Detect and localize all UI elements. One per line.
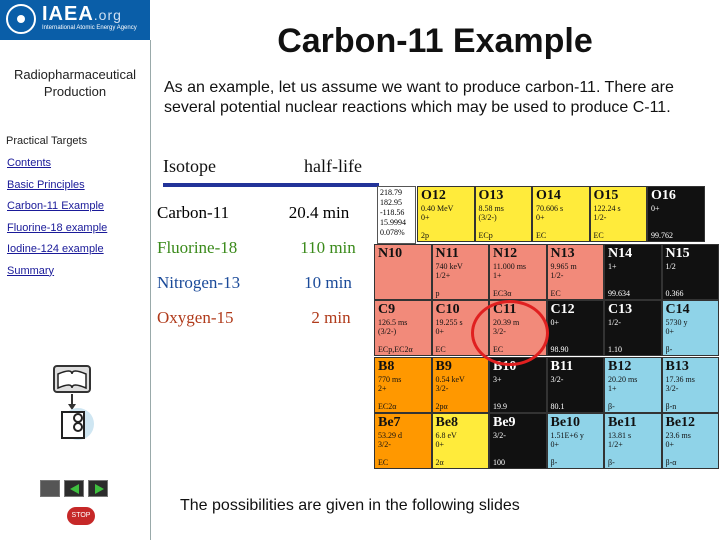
nuclide-symbol: Be8 (435, 415, 459, 430)
footer-text: The possibilities are given in the following slides (180, 497, 520, 514)
nuclide-detail: 740 keV (435, 262, 463, 271)
nuclide-detail: EC (378, 458, 389, 467)
next-slide-button[interactable] (88, 480, 108, 497)
nuclide-detail: 0+ (435, 440, 445, 449)
nuclide-detail: 0+ (665, 440, 675, 449)
nuclide-detail: 1+ (608, 262, 617, 271)
previous-slide-button[interactable] (64, 480, 84, 497)
nuclide-symbol: N15 (665, 246, 690, 261)
nuclide-symbol: O14 (536, 188, 561, 203)
nuclide-detail: 13.81 s (608, 431, 632, 440)
nuclide-detail: EC (593, 231, 604, 240)
nuclide-detail: 1/2+ (608, 440, 623, 449)
nuclide-detail: 99.634 (608, 289, 630, 298)
nuclide-detail: 99.762 (651, 231, 673, 240)
nuclide-cell-o14 (532, 186, 590, 242)
nuclide-symbol: B12 (608, 359, 632, 374)
nuclide-symbol: N11 (435, 246, 459, 261)
nuclide-cell-o12 (417, 186, 475, 242)
nuclide-detail: β- (550, 458, 558, 467)
nuclide-detail: (3/2-) (478, 213, 497, 222)
nuclide-cell-b8 (374, 357, 432, 413)
nuclide-detail: 0.40 MeV (421, 204, 454, 213)
isotope-half-life: 20.4 min (288, 203, 350, 222)
nuclide-symbol: B13 (665, 359, 689, 374)
nuclide-detail: ECp,EC2α (378, 345, 413, 354)
nav-link-fluorine-18[interactable]: Fluorine-18 example (7, 221, 108, 234)
nuclide-symbol: O16 (651, 188, 676, 203)
nuclide-detail: 53.29 d (378, 431, 402, 440)
nuclide-cell-be9 (489, 413, 547, 469)
arrow-right-icon (95, 484, 104, 494)
nuclide-detail: 0.54 keV (435, 375, 465, 384)
slide-navigation (40, 480, 108, 497)
iaea-logo (0, 0, 150, 40)
nuclide-cell-n10 (374, 244, 432, 300)
nuclide-detail: 0.366 (665, 289, 684, 298)
nuclide-symbol: C13 (608, 302, 633, 317)
nuclide-detail: 3/2- (378, 440, 391, 449)
nav-list (7, 156, 107, 285)
isotope-header: Isotope (163, 156, 216, 176)
course-title: Radiopharmaceutical Production (13, 67, 137, 99)
nuclide-symbol: N10 (378, 246, 403, 261)
nuclide-cell-c12 (547, 300, 605, 356)
nuclide-detail: 11.000 ms (493, 262, 527, 271)
oxygen-value-2: 182.95 (380, 198, 402, 207)
nav-link-summary[interactable]: Summary (7, 264, 55, 277)
nuclide-detail: 2+ (378, 384, 387, 393)
nuclide-detail: 20.20 ms (608, 375, 638, 384)
nuclide-cell-n11 (432, 244, 490, 300)
nuclide-detail: 1/2+ (435, 271, 451, 280)
nuclide-detail: (3/2-) (378, 327, 397, 336)
nuclide-detail: 0+ (665, 327, 675, 336)
nuclide-detail: 3/2- (665, 384, 679, 393)
half-life-header: half-life (304, 156, 362, 176)
slide-title: Carbon-11 Example (277, 22, 593, 60)
nuclide-cell-b12 (604, 357, 662, 413)
nuclide-cell-be11 (604, 413, 662, 469)
nuclide-detail: 5730 y (665, 318, 688, 327)
nuclide-symbol: B11 (550, 359, 574, 374)
section-title: Practical Targets (6, 135, 88, 147)
nuclide-cell-o15 (590, 186, 648, 242)
nuclide-detail: p (435, 289, 440, 298)
nuclide-detail: 98.90 (550, 345, 569, 354)
nuclide-detail: 1.10 (608, 345, 622, 354)
nuclide-symbol: Be9 (493, 415, 516, 430)
nuclide-detail: β-α (665, 458, 677, 467)
nav-divider (150, 40, 151, 540)
nuclide-detail: ECp (478, 231, 493, 240)
nuclide-detail: 1/2 (665, 262, 676, 271)
nuclide-cell-n12 (489, 244, 547, 300)
nuclide-detail: 0+ (435, 327, 445, 336)
nuclide-detail: 122.24 s (593, 204, 621, 213)
nuclide-detail: 17.36 ms (665, 375, 695, 384)
nuclide-symbol: B10 (493, 359, 517, 374)
nuclide-cell-b13 (662, 357, 720, 413)
nuclide-detail: EC2α (378, 402, 397, 411)
nuclide-detail: 20.39 m (493, 318, 520, 327)
nav-link-basic-principles[interactable]: Basic Principles (7, 178, 85, 191)
nuclide-symbol: N12 (493, 246, 518, 261)
nuclide-cell-n13 (547, 244, 605, 300)
nuclide-cell-n15 (662, 244, 720, 300)
nuclide-detail: 23.6 ms (665, 431, 691, 440)
nuclide-detail: 0+ (550, 318, 560, 327)
nuclide-cell-o16 (647, 186, 705, 242)
nuclide-detail: 1+ (608, 384, 617, 393)
nuclide-symbol: C11 (493, 302, 517, 317)
nuclide-detail: 19.255 s (435, 318, 463, 327)
isotope-half-life: 2 min (311, 308, 351, 327)
nuclide-cell-n14 (604, 244, 662, 300)
nuclide-detail: EC (536, 231, 547, 240)
isotope-half-life: 110 min (300, 238, 356, 257)
oxygen-value-1: 218.79 (380, 188, 402, 197)
nav-link-iodine-124[interactable]: Iodine-124 example (7, 243, 104, 255)
nuclide-detail: 19.9 (493, 402, 507, 411)
nuclide-detail: β- (608, 458, 615, 467)
nuclide-detail: 0+ (536, 213, 545, 222)
nuclide-detail: 80.1 (550, 402, 565, 411)
nuclide-cell-be10 (547, 413, 605, 469)
nav-link-carbon-11[interactable]: Carbon-11 Example (7, 200, 105, 212)
nuclide-detail: 8.58 ms (478, 204, 504, 213)
nuclide-cell-be12 (662, 413, 720, 469)
logo-subtitle: International Atomic Energy Agency (42, 25, 137, 31)
nuclide-symbol: Be11 (608, 415, 637, 430)
nuclide-cell-be8 (432, 413, 490, 469)
nuclide-symbol: O15 (593, 188, 619, 203)
nuclide-detail: β- (665, 345, 673, 354)
isotope-name: Fluorine-18 (157, 238, 238, 257)
nuclide-cell-b9 (432, 357, 490, 413)
nuclide-symbol: N14 (608, 246, 633, 261)
nuclide-symbol: Be10 (550, 415, 581, 430)
nuclide-detail: 0+ (421, 213, 430, 222)
carbon-11-highlight-circle (471, 300, 549, 366)
home-button[interactable] (40, 480, 60, 497)
nuclide-detail: 3/2- (435, 384, 449, 393)
nuclide-symbol: Be7 (378, 415, 401, 430)
nuclide-detail: 0+ (550, 440, 560, 449)
intro-text: As an example, let us assume we want to produce carbon-11. There are several potential nuclear reactions which may be used to produce C-11. (164, 79, 674, 116)
nuclide-symbol: C14 (665, 302, 690, 317)
stop-button[interactable]: STOP (67, 507, 95, 525)
nuclide-symbol: C12 (550, 302, 575, 317)
nuclide-detail: β-n (665, 402, 677, 411)
nuclide-cell-o13 (475, 186, 533, 242)
nuclide-detail: EC (550, 289, 561, 298)
oxygen-value-4: 15.9994 (380, 218, 406, 227)
arrow-left-icon (70, 484, 79, 494)
nav-link-contents[interactable]: Contents (7, 157, 52, 169)
nuclide-symbol: Be12 (665, 415, 696, 430)
logo-name: IAEA.org (42, 3, 122, 25)
nuclide-cell-c14 (662, 300, 720, 356)
nuclide-detail: 3/2- (493, 327, 506, 336)
nuclide-cell-b10 (489, 357, 547, 413)
nuclide-detail: 1.51E+6 y (550, 431, 584, 440)
nuclide-detail: 3/2- (493, 431, 506, 440)
nuclide-detail: EC3α (493, 289, 512, 298)
isotope-name: Oxygen-15 (157, 308, 234, 327)
nuclide-detail: 1/2- (608, 318, 621, 327)
book-reader-icon[interactable] (50, 364, 96, 442)
nuclide-detail: 770 ms (378, 375, 402, 384)
nuclide-cell-c13 (604, 300, 662, 356)
nuclide-detail: 2α (435, 458, 444, 467)
nuclide-detail: 0+ (651, 204, 660, 213)
nuclide-symbol: B8 (378, 359, 395, 374)
nuclide-symbol: O12 (421, 188, 446, 203)
header-underline (163, 183, 379, 187)
nuclide-detail: 1/2- (550, 271, 564, 280)
nuclide-detail: 6.8 eV (435, 431, 457, 440)
nuclide-detail: 3/2- (550, 375, 564, 384)
oxygen-value-3: -118.56 (380, 208, 405, 217)
nuclide-detail: 2p (421, 231, 429, 240)
nuclide-symbol: B9 (435, 359, 452, 374)
oxygen-element-box (377, 186, 416, 244)
nuclide-detail: 1/2- (593, 213, 607, 222)
nuclide-detail: EC (435, 345, 446, 354)
nuclide-cell-b11 (547, 357, 605, 413)
nuclide-cell-c9 (374, 300, 432, 356)
oxygen-value-5: 0.078% (380, 228, 405, 237)
nuclide-detail: 1+ (493, 271, 502, 280)
nuclide-symbol: O13 (478, 188, 504, 203)
atom-icon (6, 4, 36, 34)
isotope-half-life: 10 min (304, 273, 352, 292)
nuclide-cell-be7 (374, 413, 432, 469)
isotope-name: Nitrogen-13 (157, 273, 241, 292)
nuclide-symbol: C9 (378, 302, 396, 317)
nuclide-detail: 2pα (435, 402, 448, 411)
isotope-name: Carbon-11 (157, 203, 230, 222)
nuclide-detail: 70.606 s (536, 204, 564, 213)
nuclide-detail: EC (493, 345, 504, 354)
nuclide-detail: β- (608, 402, 615, 411)
nuclide-detail: 3+ (493, 375, 502, 384)
nuclide-detail: 100 (493, 458, 505, 467)
nuclide-detail: 126.5 ms (378, 318, 408, 327)
nuclide-symbol: C10 (435, 302, 460, 317)
nuclide-symbol: N13 (550, 246, 575, 261)
nuclide-detail: 9.965 m (550, 262, 577, 271)
